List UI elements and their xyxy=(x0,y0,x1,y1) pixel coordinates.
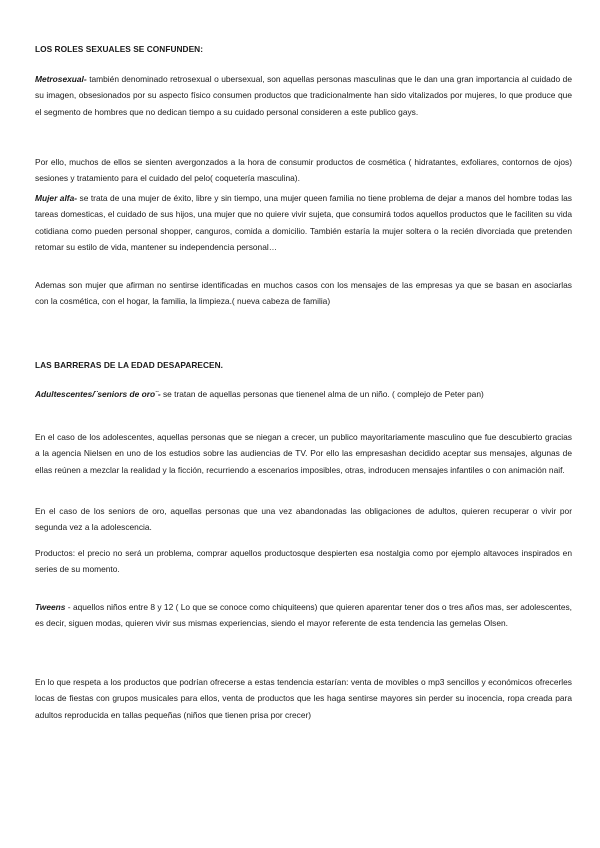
section-heading-roles: LOS ROLES SEXUALES SE CONFUNDEN: xyxy=(35,44,204,54)
paragraph-adultescentes-text: se tratan de aquellas personas que tienenel alma de un niño. ( complejo de Peter pan) xyxy=(160,389,484,399)
paragraph-ademas: Ademas son mujer que afirman no sentirse identificadas en muchos casos con los mensajes de las empresas ya que se basan en asociarlas con la cosmética, con el hogar, la familia, la limpieza.( nueva cabeza de familia) xyxy=(35,280,572,307)
term-adultescentes: Adultescentes/¨seniors de oro¨- xyxy=(35,389,161,399)
paragraph-adultescentes xyxy=(35,386,572,402)
paragraph-metrosexual xyxy=(35,71,572,120)
paragraph-mujer-alfa xyxy=(35,190,572,256)
term-mujer-alfa: Mujer alfa- xyxy=(35,193,78,203)
paragraph-tweens-text: - aquellos niños entre 8 y 12 ( Lo que se conoce como chiquiteens) que quieren aparentar tener dos o tres años mas, ser adolescentes, es decir, siguen modas, quieren vivir sus mismas experiencias, siendo el mayor referente de esta tendencia las gemelas Olsen. xyxy=(35,602,572,629)
term-metrosexual: Metrosexual- xyxy=(35,74,87,84)
paragraph-tweens xyxy=(35,599,572,632)
paragraph-adolescentes: En el caso de los adolescentes, aquellas personas que se niegan a crecer, un publico mayoritariamente masculino que fue descubierto gracias a la agencia Nielsen en uno de los estudios sobre las audiencias de TV. Por ello las empresashan decidido aceptar sus mensajes, algunas de ellas reúnen a mezclar la realidad y la ficción, recurriendo a escenarios imposibles, otras, indroducen mensajes infantiles o con animación naif. xyxy=(35,432,572,475)
section-heading-edad: LAS BARRERAS DE LA EDAD DESAPARECEN. xyxy=(35,360,224,370)
paragraph-metrosexual-text: también denominado retrosexual o ubersexual, son aquellas personas masculinas que le dan una gran importancia al cuidado de su imagen, obsesionados por su aspecto físico consumen productos que tradicionalmente han sido vitalizados por mujeres, lo que produce que el segmento de hombres que no dedican tiempo a su cuidado personal consideren a este publico gays. xyxy=(35,74,572,117)
paragraph-seniors: En el caso de los seniors de oro, aquellas personas que una vez abandonadas las obligaciones de adultos, quieren recuperar o vivir por segunda vez a la adolescencia. xyxy=(35,506,572,533)
paragraph-productos-tweens: En lo que respeta a los productos que podrían ofrecerse a estas tendencia estarían: venta de movibles o mp3 sencillos y económicos ofrecerles locas de fiestas con grupos musicales para ellos, venta de productos que les haga sentirse mayores sin perder su inocencia, ropa creada para adultos reproducida en tallas pequeñas (niños que tienen prisa por crecer) xyxy=(35,677,572,720)
paragraph-mujer-alfa-text: se trata de una mujer de éxito, libre y sin tiempo, una mujer queen familia no tiene problema de dejar a manos del hombre todas las tareas domesticas, el cuidado de sus hijos, una mujer que no quiere vivir sujeta, que consumirá todos aquellos productos que le faciliten su vida cotidiana como pueden personal shopper, canguros, comida a domicilio. También estaría la mujer soltera o la recién divorciada que pretenden retomar su estilo de vida, mantener su independencia personal… xyxy=(35,193,572,253)
paragraph-productos: Productos: el precio no será un problema, comprar aquellos productosque despierten esa nostalgia como por ejemplo altavoces inspirados en series de su momento. xyxy=(35,548,572,575)
term-tweens: Tweens xyxy=(35,602,66,612)
paragraph-verguenza: Por ello, muchos de ellos se sienten avergonzados a la hora de consumir productos de cosmética ( hidratantes, exfoliares, contornos de ojos) sesiones y tratamiento para el cuidado del pelo( coquetería masculina). xyxy=(35,157,572,184)
